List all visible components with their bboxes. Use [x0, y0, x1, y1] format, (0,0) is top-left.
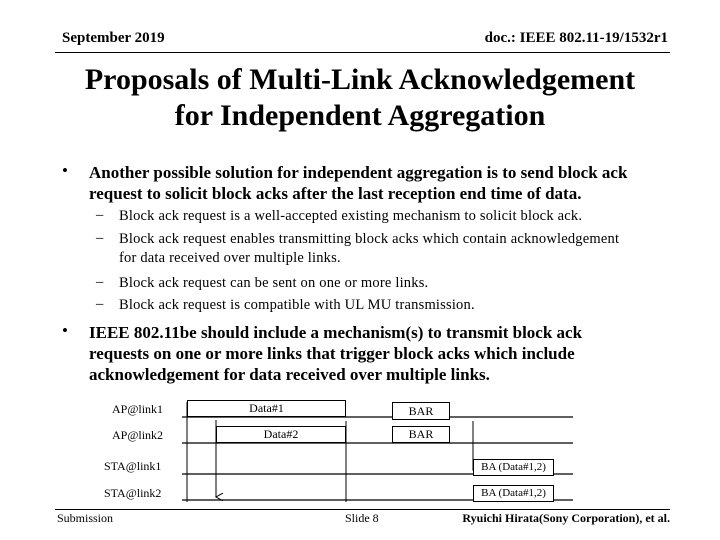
- slide-title-line-1: Proposals of Multi-Link Acknowledgement: [84, 63, 636, 96]
- dash-marker: –: [96, 207, 104, 223]
- frame-ba-sta-link1: BA (Data#1,2): [473, 459, 554, 476]
- bullet-2-line-3: acknowledgement for data received over multiple links.: [89, 365, 490, 384]
- subitem-4: Block ack request is compatible with UL MU transmission.: [119, 297, 475, 313]
- bullet-1-line-1: Another possible solution for independent aggregation is to send block ack: [89, 163, 628, 182]
- row-label-sta-link1: STA@link1: [104, 459, 162, 473]
- dash-marker: –: [96, 230, 104, 246]
- bullet-1-line-2: request to solicit block acks after the last reception end time of data.: [89, 184, 582, 203]
- frame-bar-link2: BAR: [392, 426, 450, 443]
- row-label-sta-link2: STA@link2: [104, 486, 162, 500]
- footer-author: Ryuichi Hirata(Sony Corporation), et al.: [462, 511, 670, 525]
- row-label-ap-link1: AP@link1: [112, 402, 164, 416]
- subitem-2-line-1: Block ack request enables transmitting block acks which contain acknowledgement: [119, 231, 620, 247]
- footer-divider: [55, 509, 670, 510]
- subitem-1: Block ack request is a well-accepted existing mechanism to solicit block ack.: [119, 208, 583, 224]
- footer-submission: Submission: [57, 511, 114, 525]
- dash-marker: –: [96, 274, 104, 290]
- slide-title-line-2: for Independent Aggregation: [174, 99, 546, 132]
- frame-data-2: Data#2: [216, 426, 346, 443]
- frame-ba-sta-link2: BA (Data#1,2): [473, 485, 554, 502]
- subitem-2-line-2: for data received over multiple links.: [119, 250, 341, 266]
- bullet-2-line-2: requests on one or more links that trigger block acks which include: [89, 344, 575, 363]
- bullet-2-line-1: IEEE 802.11be should include a mechanism(s) to transmit block ack: [89, 323, 583, 342]
- frame-bar-link1: BAR: [392, 402, 450, 420]
- frame-data-1: Data#1: [187, 400, 346, 417]
- bullet-marker: •: [62, 161, 68, 180]
- row-label-ap-link2: AP@link2: [112, 428, 164, 442]
- subitem-3: Block ack request can be sent on one or more links.: [119, 275, 429, 291]
- header-doc-id: doc.: IEEE 802.11-19/1532r1: [484, 30, 668, 46]
- dash-marker: –: [96, 296, 104, 312]
- footer-slide-number: Slide 8: [345, 511, 379, 525]
- bullet-marker: •: [62, 321, 68, 340]
- header-date: September 2019: [62, 30, 165, 46]
